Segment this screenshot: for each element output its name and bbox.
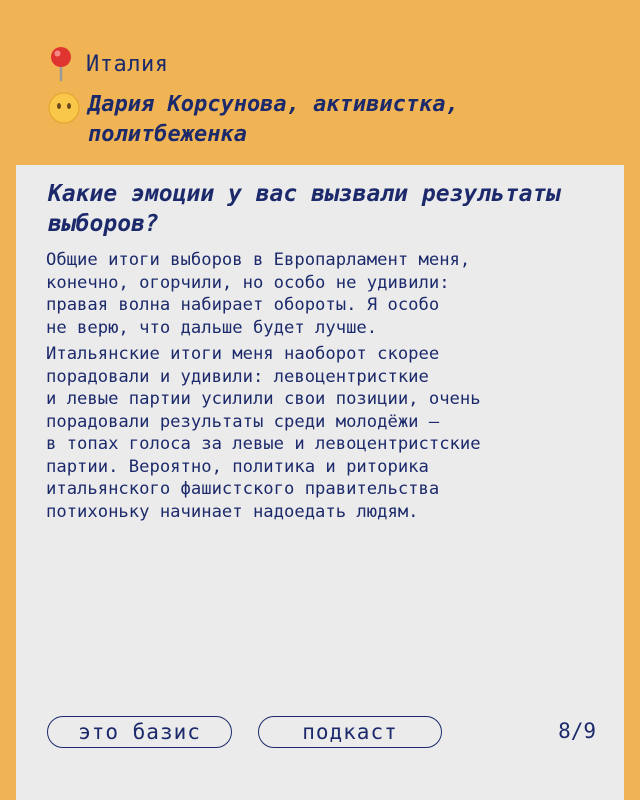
- page-indicator: 8/9: [558, 719, 596, 743]
- tag-eto-bazis: это базис: [47, 716, 232, 748]
- country-label: Италия: [86, 51, 169, 77]
- tag-podcast: подкаст: [258, 716, 442, 748]
- answer-paragraph-1: Общие итоги выборов в Европарламент меня, конечно, огорчили, но особо не удивили: правая волна набирает обороты. Я особо не верю, что дальше будет лучше.: [46, 250, 471, 338]
- header: [48, 44, 608, 150]
- neutral-face-icon: [48, 92, 80, 124]
- person-name: Дария Корсунова, активистка, политбеженка: [88, 92, 459, 147]
- round-pushpin-icon: [48, 46, 74, 82]
- location-row: [48, 44, 608, 84]
- content-card: [16, 165, 624, 800]
- person-row: [48, 90, 608, 150]
- question-heading: Какие эмоции у вас вызвали результаты выборов?: [48, 181, 561, 237]
- answer-paragraph-2: Итальянские итоги меня наоборот скорее порадовали и удивили: левоцентристкие и левые партии усилили свои позиции, очень порадовали результаты среди молодёжи – в топах голоса за левые и левоцентристские партии. Вероятно, политика и риторика итальянского фашистского правительства потихоньку начинает надоедать людям.: [46, 344, 481, 522]
- footer: [46, 716, 596, 754]
